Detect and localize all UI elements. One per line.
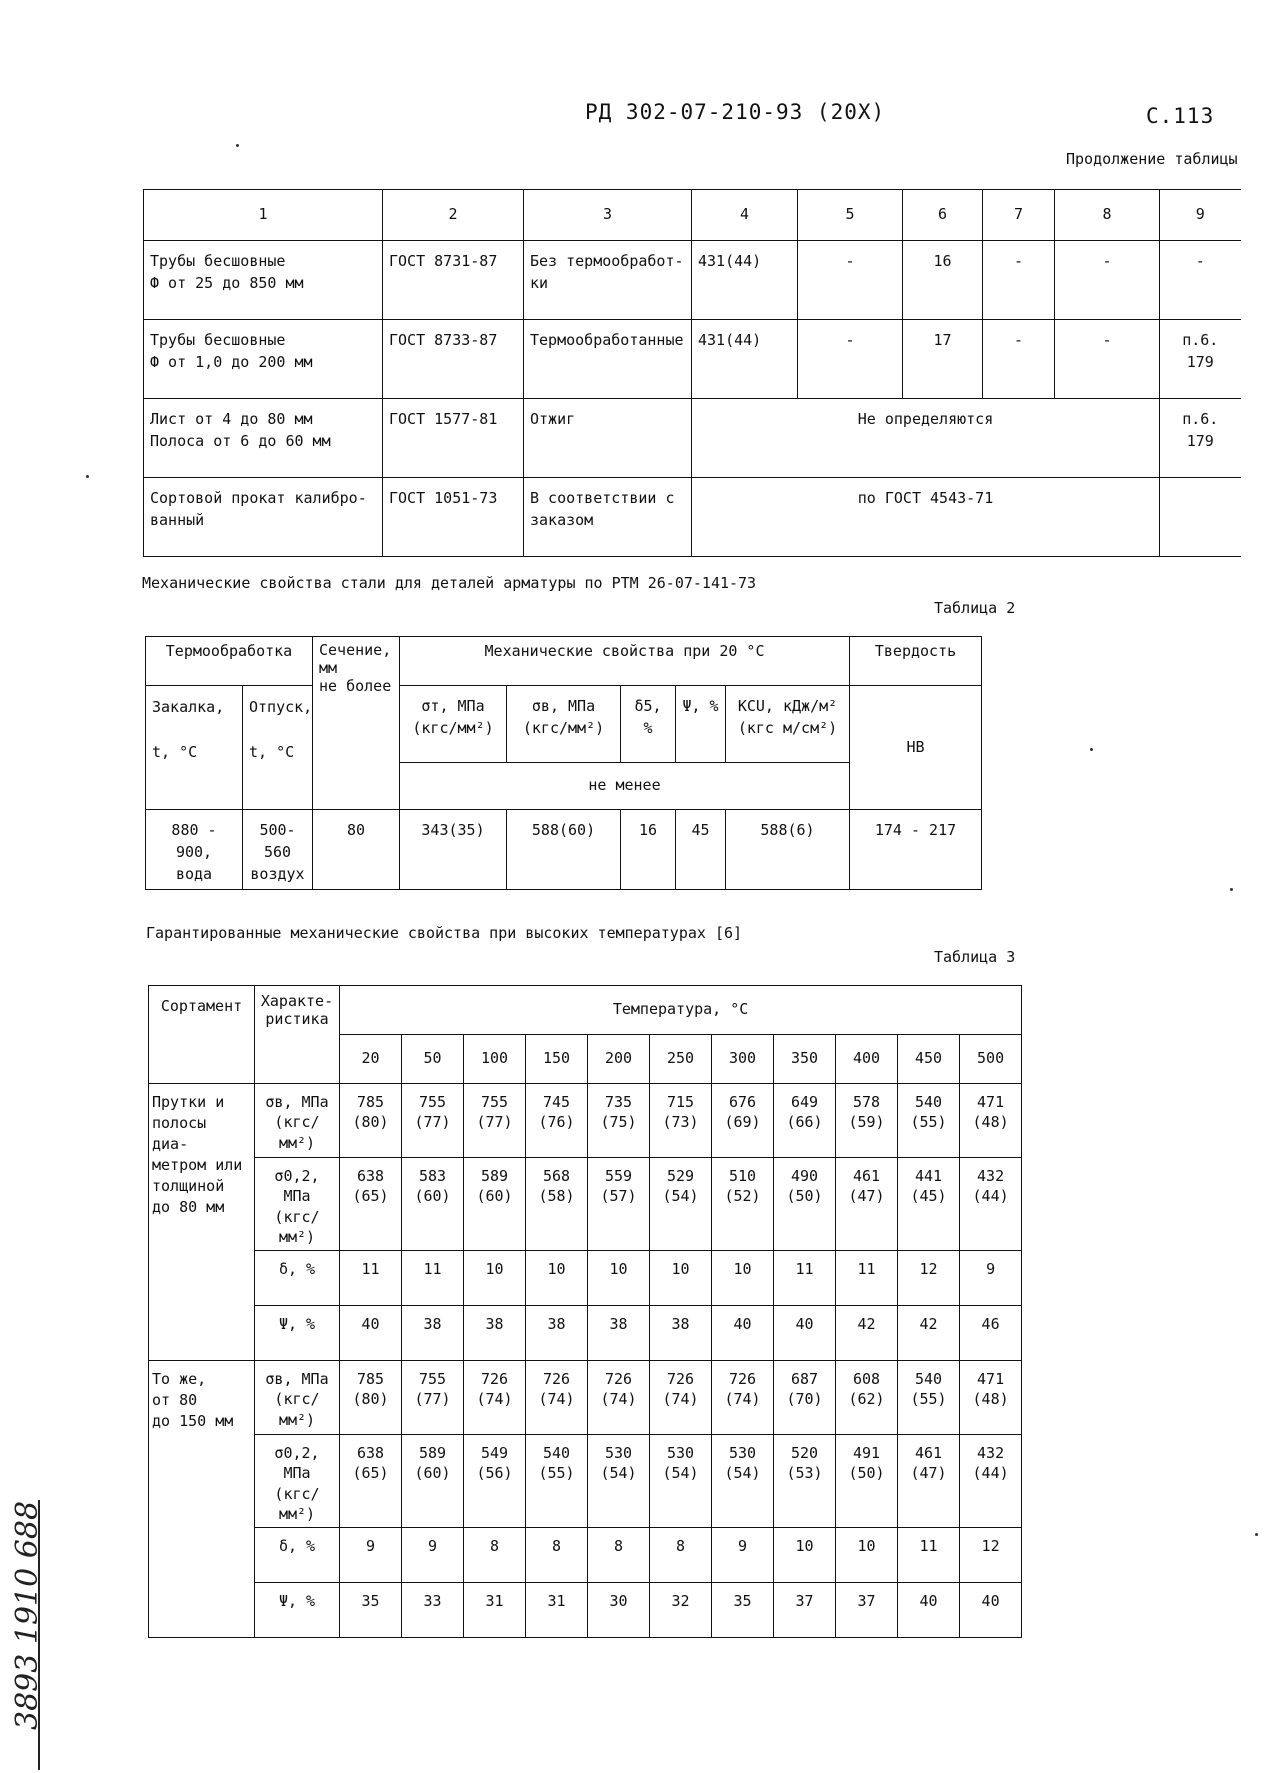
table-row (146, 810, 982, 890)
column-header: 1 (144, 190, 383, 241)
high-temperature-properties-table (148, 985, 1022, 1638)
value-cell: 491 (50) (836, 1435, 898, 1528)
characteristic-cell: σв, МПа (кгс/мм²) (255, 1084, 340, 1158)
value-cell: 11 (898, 1528, 960, 1583)
value-cell: 490 (50) (774, 1158, 836, 1251)
cell (1160, 478, 1241, 557)
value-cell: 8 (650, 1528, 712, 1583)
table-row (149, 1084, 1022, 1158)
value-cell: 9 (402, 1528, 464, 1583)
cell: - (798, 320, 903, 399)
value-cell: 726 (74) (526, 1361, 588, 1435)
column-header: Сортамент (149, 986, 255, 1084)
table-row (149, 1158, 1022, 1251)
value-cell: 726 (74) (588, 1361, 650, 1435)
gost-cell: ГОСТ 1577-81 (383, 399, 524, 478)
treatment-cell: В соответствии с заказом (524, 478, 692, 557)
characteristic-cell: Ψ, % (255, 1306, 340, 1361)
cell: 880 - 900, вода (146, 810, 243, 890)
scan-speck (1255, 1533, 1258, 1536)
value-cell: 9 (960, 1251, 1022, 1306)
value-cell: 638 (65) (340, 1435, 402, 1528)
column-header: 4 (692, 190, 798, 241)
column-header: 7 (983, 190, 1055, 241)
temperature-header: 200 (588, 1035, 650, 1084)
value-cell: 10 (464, 1251, 526, 1306)
value-cell: 38 (588, 1306, 650, 1361)
table-header-row (146, 637, 982, 686)
cell: - (798, 241, 903, 320)
cell: п.6. 179 (1160, 399, 1241, 478)
table3-caption: Гарантированные механические свойства при высоких температурах [6] (146, 924, 743, 942)
temperature-header: 450 (898, 1035, 960, 1084)
scan-speck (236, 144, 239, 147)
value-cell: 589 (60) (464, 1158, 526, 1251)
value-cell: 735 (75) (588, 1084, 650, 1158)
column-header: KCU, кДж/м² (кгс м/см²) (726, 686, 850, 763)
value-cell: 461 (47) (898, 1435, 960, 1528)
cell: 588(60) (507, 810, 621, 890)
value-cell: 568 (58) (526, 1158, 588, 1251)
value-cell: 578 (59) (836, 1084, 898, 1158)
value-cell: 11 (836, 1251, 898, 1306)
value-cell: 755 (77) (402, 1084, 464, 1158)
cell: 17 (903, 320, 983, 399)
column-header: 2 (383, 190, 524, 241)
value-cell: 471 (48) (960, 1361, 1022, 1435)
handwritten-stamp: 3893 1910 688 (10, 1500, 45, 1730)
table-row (149, 1583, 1022, 1638)
table-row (144, 320, 1241, 399)
temperature-header: 350 (774, 1035, 836, 1084)
column-header: Термообработка (146, 637, 313, 686)
value-cell: 8 (464, 1528, 526, 1583)
column-header: 3 (524, 190, 692, 241)
value-cell: 38 (526, 1306, 588, 1361)
value-cell: 35 (340, 1583, 402, 1638)
value-cell: 715 (73) (650, 1084, 712, 1158)
column-header: 6 (903, 190, 983, 241)
value-cell: 10 (774, 1528, 836, 1583)
value-cell: 38 (464, 1306, 526, 1361)
value-cell: 38 (402, 1306, 464, 1361)
value-cell: 10 (836, 1528, 898, 1583)
value-cell: 687 (70) (774, 1361, 836, 1435)
value-cell: 540 (55) (898, 1084, 960, 1158)
value-cell: 10 (650, 1251, 712, 1306)
value-cell: 42 (836, 1306, 898, 1361)
value-cell: 726 (74) (464, 1361, 526, 1435)
value-cell: 583 (60) (402, 1158, 464, 1251)
column-header: 8 (1055, 190, 1160, 241)
scan-speck (1230, 888, 1233, 891)
temperature-header: 150 (526, 1035, 588, 1084)
cell: - (1055, 241, 1160, 320)
table-header-row (149, 986, 1022, 1035)
table2-name: Таблица 2 (934, 599, 1016, 617)
gost-cell: ГОСТ 8733-87 (383, 320, 524, 399)
value-cell: 38 (650, 1306, 712, 1361)
value-cell: 10 (712, 1251, 774, 1306)
gost-cell: ГОСТ 8731-87 (383, 241, 524, 320)
value-cell: 530 (54) (588, 1435, 650, 1528)
merged-cell: по ГОСТ 4543-71 (692, 478, 1160, 557)
temperature-header: 50 (402, 1035, 464, 1084)
cell: - (983, 320, 1055, 399)
table-continuation-label: Продолжение таблицы (1066, 150, 1238, 168)
sortament-cell: То же, от 80 до 150 мм (149, 1361, 255, 1638)
gost-cell: ГОСТ 1051-73 (383, 478, 524, 557)
value-cell: 755 (77) (464, 1084, 526, 1158)
product-name: Сортовой прокат калибро- ванный (144, 478, 383, 557)
scan-speck (86, 475, 89, 478)
table-row (144, 241, 1241, 320)
value-cell: 10 (526, 1251, 588, 1306)
value-cell: 540 (55) (898, 1361, 960, 1435)
value-cell: 461 (47) (836, 1158, 898, 1251)
value-cell: 32 (650, 1583, 712, 1638)
value-cell: 589 (60) (402, 1435, 464, 1528)
column-header: Механические свойства при 20 °С (400, 637, 850, 686)
value-cell: 12 (960, 1528, 1022, 1583)
value-cell: 510 (52) (712, 1158, 774, 1251)
page-number: С.113 (1146, 104, 1215, 128)
value-cell: 726 (74) (712, 1361, 774, 1435)
treatment-cell: Отжиг (524, 399, 692, 478)
table-row (144, 399, 1241, 478)
value-cell: 520 (53) (774, 1435, 836, 1528)
characteristic-cell: σ0,2, МПа (кгс/мм²) (255, 1435, 340, 1528)
value-cell: 8 (588, 1528, 650, 1583)
column-header: Температура, °С (340, 986, 1022, 1035)
cell: 343(35) (400, 810, 507, 890)
document-code: РД 302-07-210-93 (20Х) (585, 100, 886, 124)
cell: п.6. 179 (1160, 320, 1241, 399)
value-cell: 785 (80) (340, 1084, 402, 1158)
column-header: Отпуск, t, °С (243, 686, 313, 810)
product-name: Трубы бесшовные Ф от 25 до 850 мм (144, 241, 383, 320)
temperature-header: 500 (960, 1035, 1022, 1084)
cell: 16 (621, 810, 676, 890)
value-cell: 33 (402, 1583, 464, 1638)
value-cell: 40 (712, 1306, 774, 1361)
value-cell: 42 (898, 1306, 960, 1361)
cell: - (1160, 241, 1241, 320)
column-header: σв, МПа (кгс/мм²) (507, 686, 621, 763)
value-cell: 432 (44) (960, 1435, 1022, 1528)
value-cell: 432 (44) (960, 1158, 1022, 1251)
value-cell: 31 (464, 1583, 526, 1638)
value-cell: 530 (54) (650, 1435, 712, 1528)
table3-name: Таблица 3 (934, 948, 1016, 966)
treatment-cell: Термообработанные (524, 320, 692, 399)
value-cell: 37 (774, 1583, 836, 1638)
mechanical-properties-table (145, 636, 982, 890)
product-name: Лист от 4 до 80 мм Полоса от 6 до 60 мм (144, 399, 383, 478)
value-cell: 638 (65) (340, 1158, 402, 1251)
table-row (149, 1361, 1022, 1435)
value-cell: 540 (55) (526, 1435, 588, 1528)
table-row (149, 1251, 1022, 1306)
cell: - (983, 241, 1055, 320)
product-name: Трубы бесшовные Ф от 1,0 до 200 мм (144, 320, 383, 399)
column-header: σт, МПа (кгс/мм²) (400, 686, 507, 763)
table2-caption: Механические свойства стали для деталей арматуры по РТМ 26-07-141-73 (142, 574, 757, 592)
value-cell: 35 (712, 1583, 774, 1638)
characteristic-cell: σ0,2, МПа (кгс/мм²) (255, 1158, 340, 1251)
value-cell: 726 (74) (650, 1361, 712, 1435)
column-header: Ψ, % (676, 686, 726, 763)
table-header-row (146, 686, 982, 763)
characteristic-cell: δ, % (255, 1528, 340, 1583)
scan-speck (1090, 748, 1093, 751)
value-cell: 530 (54) (712, 1435, 774, 1528)
value-cell: 40 (960, 1583, 1022, 1638)
cell: 500-560 воздух (243, 810, 313, 890)
cell: 431(44) (692, 241, 798, 320)
value-cell: 471 (48) (960, 1084, 1022, 1158)
value-cell: 10 (588, 1251, 650, 1306)
column-header: δ5, % (621, 686, 676, 763)
value-cell: 30 (588, 1583, 650, 1638)
merged-cell: Не определяются (692, 399, 1160, 478)
temperature-header: 20 (340, 1035, 402, 1084)
value-cell: 559 (57) (588, 1158, 650, 1251)
value-cell: 649 (66) (774, 1084, 836, 1158)
value-cell: 549 (56) (464, 1435, 526, 1528)
column-header: НВ (850, 686, 982, 810)
column-header: Закалка, t, °С (146, 686, 243, 810)
value-cell: 12 (898, 1251, 960, 1306)
column-header: 5 (798, 190, 903, 241)
cell: 588(6) (726, 810, 850, 890)
value-cell: 11 (402, 1251, 464, 1306)
value-cell: 11 (340, 1251, 402, 1306)
cell: 80 (313, 810, 400, 890)
value-cell: 441 (45) (898, 1158, 960, 1251)
characteristic-cell: σв, МПа (кгс/мм²) (255, 1361, 340, 1435)
value-cell: 9 (340, 1528, 402, 1583)
value-cell: 40 (774, 1306, 836, 1361)
value-cell: 785 (80) (340, 1361, 402, 1435)
cell: - (1055, 320, 1160, 399)
value-cell: 745 (76) (526, 1084, 588, 1158)
table-row (149, 1306, 1022, 1361)
column-header: Характе- ристика (255, 986, 340, 1084)
characteristic-cell: δ, % (255, 1251, 340, 1306)
value-cell: 40 (898, 1583, 960, 1638)
cell: 431(44) (692, 320, 798, 399)
table-row (149, 1528, 1022, 1583)
value-cell: 11 (774, 1251, 836, 1306)
table-row (149, 1435, 1022, 1528)
column-header: 9 (1160, 190, 1241, 241)
column-header: Сечение, мм не более (313, 637, 400, 810)
temperature-header: 100 (464, 1035, 526, 1084)
value-cell: 46 (960, 1306, 1022, 1361)
table-row (144, 478, 1241, 557)
continuation-table (143, 189, 1241, 557)
value-cell: 9 (712, 1528, 774, 1583)
column-header: не менее (400, 763, 850, 810)
characteristic-cell: Ψ, % (255, 1583, 340, 1638)
value-cell: 529 (54) (650, 1158, 712, 1251)
cell: 45 (676, 810, 726, 890)
cell: 16 (903, 241, 983, 320)
cell: 174 - 217 (850, 810, 982, 890)
column-header: Твердость (850, 637, 982, 686)
treatment-cell: Без термообработ- ки (524, 241, 692, 320)
value-cell: 8 (526, 1528, 588, 1583)
value-cell: 676 (69) (712, 1084, 774, 1158)
sortament-cell: Прутки и полосы диа- метром или толщиной до 80 мм (149, 1084, 255, 1361)
value-cell: 608 (62) (836, 1361, 898, 1435)
temperature-header: 250 (650, 1035, 712, 1084)
value-cell: 755 (77) (402, 1361, 464, 1435)
value-cell: 40 (340, 1306, 402, 1361)
value-cell: 37 (836, 1583, 898, 1638)
temperature-header: 300 (712, 1035, 774, 1084)
table-header-row (144, 190, 1241, 241)
temperature-header: 400 (836, 1035, 898, 1084)
value-cell: 31 (526, 1583, 588, 1638)
